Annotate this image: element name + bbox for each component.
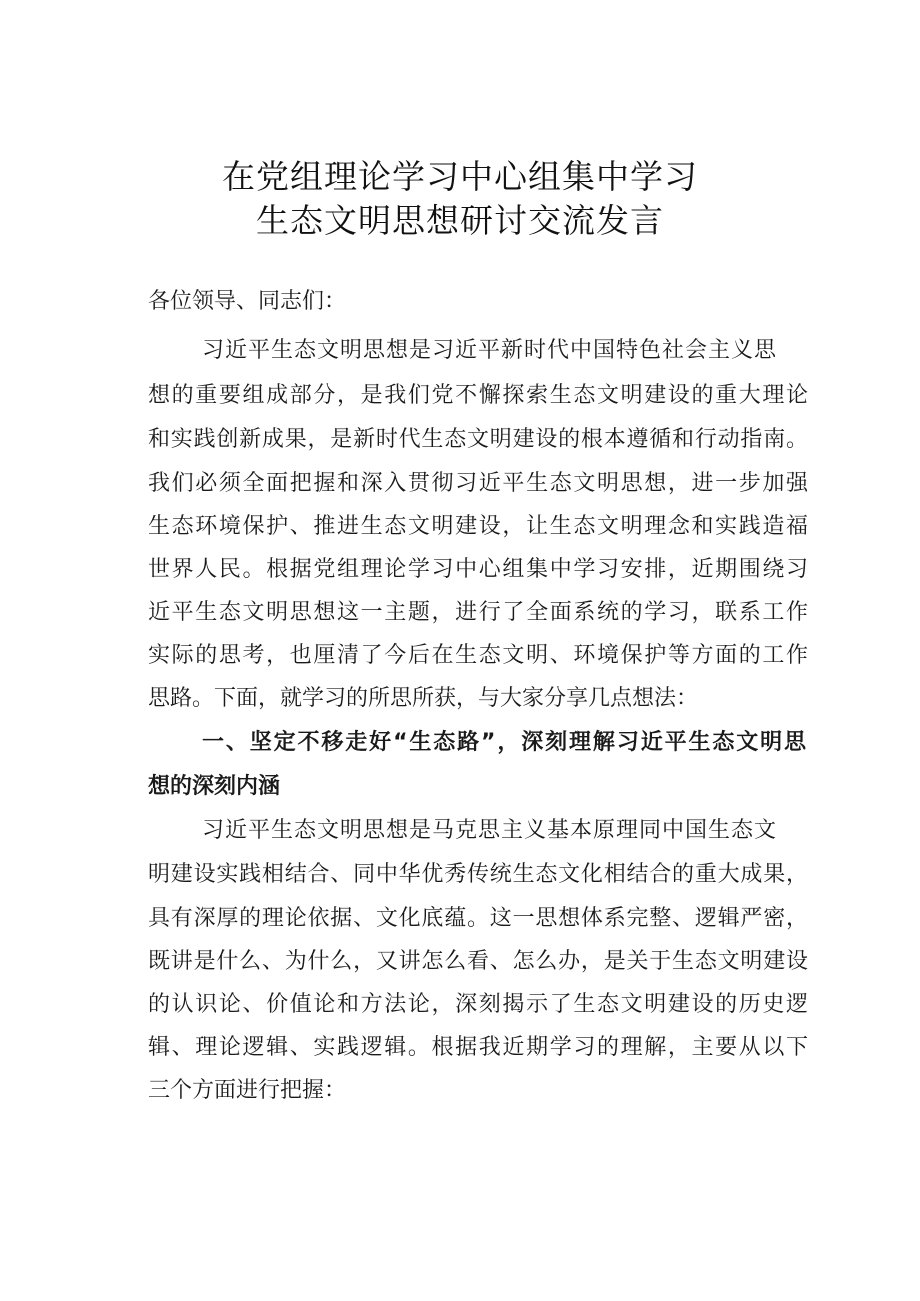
paragraph-2-line: 既讲是什么、为什么，又讲怎么看、怎么办，是关于生态文明建设 [148, 949, 808, 974]
paragraph-2-line: 的认识论、价值论和方法论，深刻揭示了生态文明建设的历史逻 [148, 992, 808, 1017]
paragraph-1-line: 和实践创新成果，是新时代生态文明建设的根本遵循和行动指南。 [148, 427, 808, 452]
paragraph-1-line: 生态环境保护、推进生态文明建设，让生态文明理念和实践造福 [148, 514, 808, 539]
document-title-line-2: 生态文明思想研讨交流发言 [256, 201, 664, 240]
paragraph-2-line: 具有深厚的理论依据、文化底蕴。这一思想体系完整、逻辑严密， [148, 906, 808, 931]
document-title-line-1: 在党组理论学习中心组集中学习 [222, 157, 698, 196]
paragraph-1-line: 思路。下面，就学习的所思所获，与大家分享几点想法： [148, 686, 699, 711]
paragraph-2-line: 明建设实践相结合、同中华优秀传统生态文化相结合的重大成果， [148, 862, 808, 887]
paragraph-2-line: 习近平生态文明思想是马克思主义基本原理同中国生态文 [202, 818, 776, 843]
paragraph-2-line: 辑、理论逻辑、实践逻辑。根据我近期学习的理解，主要从以下 [148, 1035, 808, 1060]
paragraph-1-line: 世界人民。根据党组理论学习中心组集中学习安排，近期围绕习 [148, 557, 808, 582]
section-heading-line: 一、坚定不移走好“生态路”，深刻理解习近平生态文明思 [202, 730, 806, 755]
paragraph-2-line: 三个方面进行把握： [148, 1078, 347, 1103]
paragraph-1-line: 实际的思考，也厘清了今后在生态文明、环境保护等方面的工作 [148, 643, 808, 668]
paragraph-1-line: 近平生态文明思想这一主题，进行了全面系统的学习，联系工作 [148, 600, 808, 625]
paragraph-1-line: 习近平生态文明思想是习近平新时代中国特色社会主义思 [202, 338, 776, 363]
salutation: 各位领导、同志们： [148, 289, 347, 314]
paragraph-1-line: 我们必须全面把握和深入贯彻习近平生态文明思想，进一步加强 [148, 471, 808, 496]
paragraph-1-line: 想的重要组成部分，是我们党不懈探索生态文明建设的重大理论 [148, 383, 808, 408]
section-heading-line: 想的深刻内涵 [148, 774, 281, 799]
